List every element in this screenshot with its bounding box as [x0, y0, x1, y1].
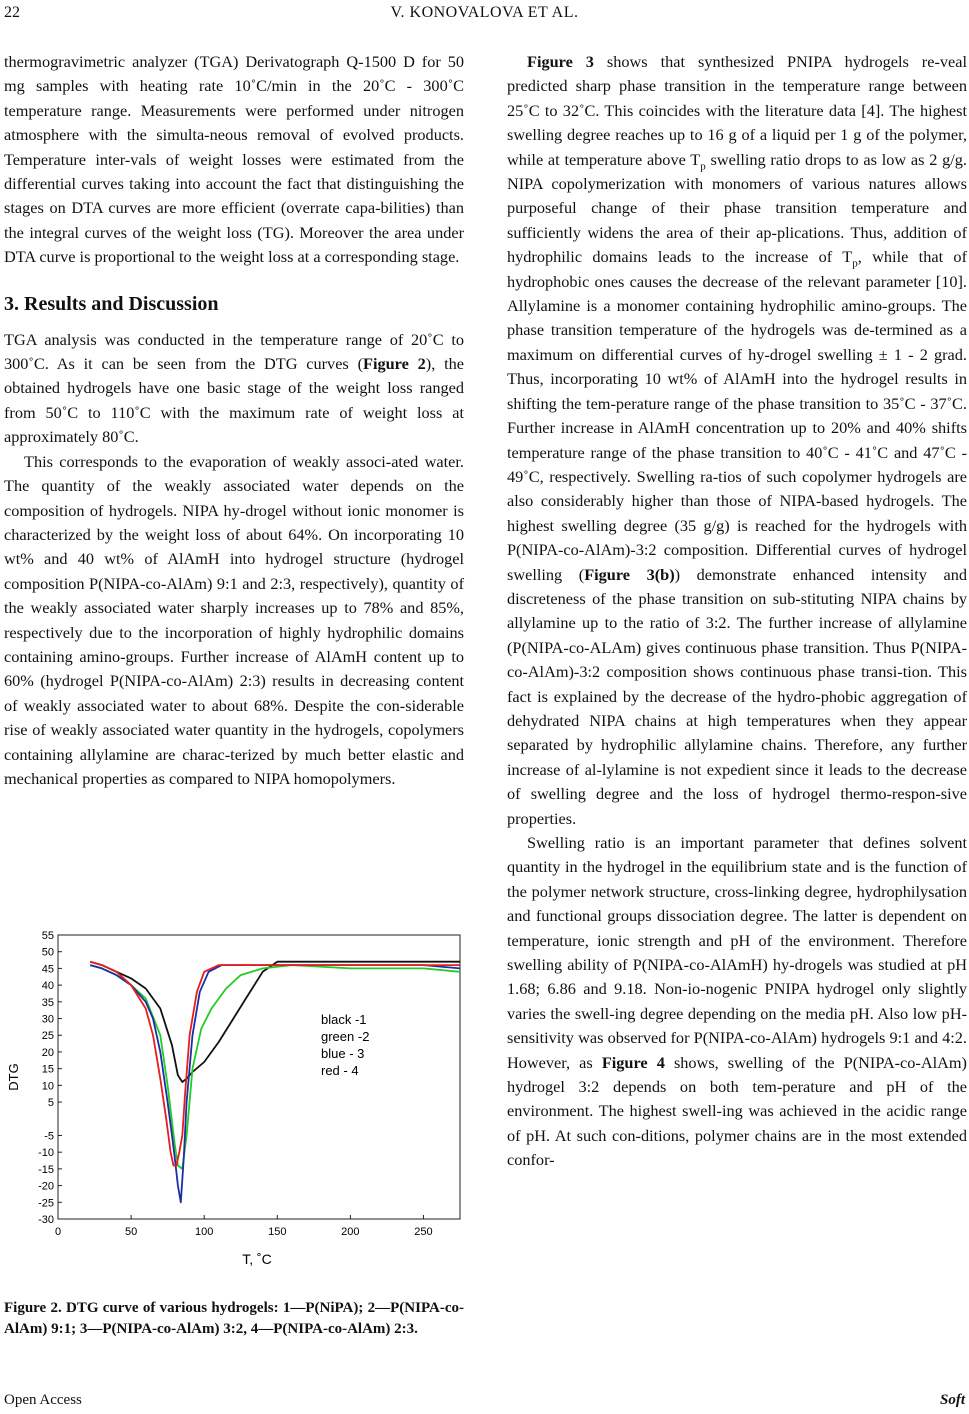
figure-3b-ref: Figure 3(b) [584, 564, 675, 584]
left-paragraph-2: TGA analysis was conducted in the temperature range of 20˚C to 300˚C. As it can be seen from the DTG curves (Figure 2), the obtained hydrogels have one basic stage of the weight loss ranged from 50˚C to 110˚C with the maximum rate of weight loss at approximately 80˚C. [4, 329, 464, 447]
right-column [507, 50, 967, 1173]
figure-2-ref: Figure 2 [363, 354, 426, 374]
y-tick-label: -15 [38, 1163, 54, 1176]
section-title: 3. Results and Discussion [4, 292, 219, 315]
left-paragraph-3: This corresponds to the evaporation of weakly associ-ated water. The quantity of the weakly associated water depends on the composition of hydrogels. NIPA hy-drogel without ionic monomer is characterized by the weight loss of about 64%. On incorporating 10 wt% and 40 wt% of AlAmH into hydrogel structure (hydrogel composition P(NIPA-co-AlAm) 9:1 and 2:3, respectively), quantity of the weakly associated water sharply increases up to 78% and 85%, respectively due to the incorporation of highly hydrophilic domains containing amino-groups. Further increase of AlAmH content up to 60% (hydrogel P(NIPA-co-AlAm) 2:3) results in decreasing content of weakly associated water to about 68%. Despite the con-siderable rise of weakly associated water quantity in the hydrogels, copolymers containing allylamine are charac-terized by much better elastic and mechanical properties as compared to NIPA homopolymers. [4, 451, 464, 788]
y-tick-label: 55 [41, 930, 54, 942]
legend-entry: red - 4 [321, 1063, 359, 1078]
x-tick-label: 200 [341, 1226, 360, 1238]
series-1-black-line [90, 962, 460, 1082]
figure-caption: Figure 2. DTG curve of various hydrogels: 1—P(NiPA); 2—P(NIPA-co-AlAm) 9:1; 3—P(NIPA-co-AlAm) 3:2, 4—P(NIPA-co-AlAm) 2:3. [4, 1300, 464, 1337]
y-tick-label: -30 [38, 1214, 54, 1226]
dtg-chart [0, 928, 469, 1286]
y-tick-label: -20 [38, 1180, 54, 1193]
y-tick-label: 25 [41, 1030, 54, 1043]
legend-entry: blue - 3 [321, 1046, 365, 1061]
y-axis-label: DTG [6, 1063, 21, 1091]
x-tick-label: 150 [268, 1226, 287, 1238]
series-4-red-line [90, 962, 460, 1166]
series-3-blue-line [90, 965, 460, 1202]
x-axis-label: T, ˚C [242, 1251, 272, 1267]
series-2-green-line [90, 965, 460, 1169]
page-number: 22 [4, 4, 20, 21]
right-paragraph-2: Swelling ratio is an important parameter that defines solvent quantity in the hydrogel in the equilibrium state and is the function of the polymer network structure, cross-linking degree, hydrophilysation and functional groups dissociation degree. The latter is dependent on temperature, ionic strength and pH of the environment. Therefore swelling ability of P(NIPA-co-AlAmH) hy-drogels was studied at pH 1.68; 6.86 and 9.18. Non-io-nogenic PNIPA hydrogel only slightly varies the swell-ing degree depending on the media pH. Also low pH-sensitivity was observed for P(NIPA-co-AlAm) hydrogels 9:1 and 4:2. However, as Figure 4 shows, swelling of the P(NIPA-co-AlAm) hydrogel 3:2 depends on both tem-perature and pH of the environment. The highest swell-ing was achieved in the acidic range of pH. At such con-ditions, polymer chains are in the most extended confor- [507, 833, 967, 1170]
y-tick-label: 50 [41, 946, 54, 959]
left-paragraph-1: thermogravimetric analyzer (TGA) Derivatograph Q-1500 D for 50 mg samples with heating rate 10˚C/min in the 20˚C - 300˚C temperature range. Measurements were performed under nitrogen atmosphere with the simulta-neous removal of evolved products. Temperature inter-vals of weight losses were estimated from the differential curves taking into account the fact that distinguishing the stages on DTA curves are more efficient (overrate capa-bilities) than the integral curves of the weight loss (TG). Moreover the area under DTA curve is proportional to the weight loss at a corresponding stage. [4, 52, 464, 267]
x-tick-label: 50 [124, 1226, 138, 1238]
figure-3-ref: Figure 3 [527, 52, 594, 71]
y-tick-label: 35 [41, 996, 54, 1009]
y-tick-label: 10 [41, 1080, 54, 1093]
y-tick-label: -25 [38, 1197, 54, 1210]
right-paragraph-1: Figure 3 shows that synthesized PNIPA hydrogels re-veal predicted sharp phase transition in the temperature range between 25˚C to 32˚C. This coincides with the literature data [4]. The highest swelling degree reaches up to 16 g of a liquid per 1 g of the polymer, while at temperature above $T_p$ swelling ratio drops to as low as 2 g/g. NIPA copolymerization with monomers of various natures allows purposeful change of their phase transition temperature and sufficiently widens the area of their ap-plications. Thus, addition of hydrophilic domains leads to the increase of $T_p$, while that of hydrophobic ones causes the decrease of the relevant parameter [10]. Allylamine is a monomer containing hydrophilic amino-groups. The phase transition temperature of the hydrogels was de-termined as a maximum on differential curves of hy-drogel swelling ± 1 - 2 grad. Thus, incorporating 10 wt% of AlAmH into the hydrogel results in shifting the tem-perature range of the phase transition to 35˚C - 37˚C. Further increase in AlAmH concentration up to 20% and 40% shifts temperature range of the phase transition to 40˚C - 41˚C and 47˚C - 49˚C, respectively. Swelling ra-tios of such copolymer hydrogels are also considerably higher than those of NIPA-based hydrogels. The highest swelling degree (35 g/g) is reached for the hydrogels with P(NIPA-co-AlAm)-3:2 composition. Differential curves of hydrogel swelling (Figure 3(b)) demonstrate enhanced intensity and discreteness of the phase transition on sub-stituting NIPA chains by allylamine up to the ratio of 3:2. The further increase of allylamine (P(NIPA-co-ALAm) gives continuous phase transition. Thus P(NIPA-co-AlAm)-3:2 composition shows continuous phase transi-tion. This fact is explained by the decrease of the hydro-phobic aggregation of dehydrated NIPA chains at high temperatures when they appear separated by hydrophilic allylamine chains. Therefore, any further increase of al-lylamine is not expedient since it leads to the decrease of swelling degree and the loss of hydrogel thermo-respon-sive properties. [507, 52, 968, 828]
left-column [4, 50, 464, 791]
running-head: V. KONOVALOVA ET AL. [390, 4, 579, 21]
x-tick-label: 100 [195, 1226, 214, 1238]
y-tick-label: 30 [41, 1013, 54, 1026]
footer-journal: Soft [939, 1392, 965, 1408]
legend-entry: black -1 [321, 1012, 367, 1027]
x-tick-label: 250 [414, 1226, 433, 1238]
footer-open-access: Open Access [4, 1392, 82, 1408]
y-tick-label: 5 [47, 1097, 54, 1110]
x-tick-label: 0 [54, 1226, 62, 1238]
y-tick-label: -5 [44, 1130, 54, 1143]
figure-4-ref: Figure 4 [601, 1052, 665, 1072]
page-header [0, 0, 969, 30]
y-tick-label: 45 [41, 963, 54, 976]
legend-entry: green -2 [321, 1029, 370, 1044]
y-tick-label: 15 [41, 1063, 54, 1076]
y-tick-label: -10 [38, 1147, 54, 1160]
y-tick-label: 20 [41, 1046, 54, 1059]
y-tick-label: 40 [41, 980, 54, 993]
dtg-figure [0, 928, 469, 1286]
